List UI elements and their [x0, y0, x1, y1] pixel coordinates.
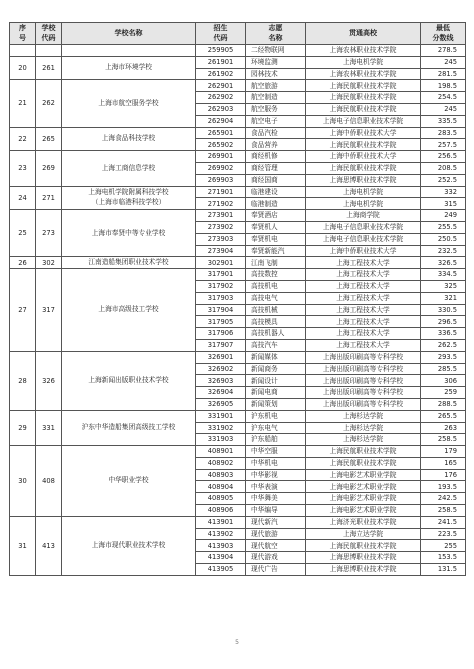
min-score-cell: 263 [421, 422, 466, 434]
seq-cell: 26 [10, 257, 36, 269]
college-cell: 上海思博职业技术学院 [306, 564, 421, 576]
college-cell: 上海杉达学院 [306, 434, 421, 446]
min-score-cell: 258.5 [421, 434, 466, 446]
enroll-code-cell: 413905 [196, 564, 246, 576]
min-score-cell: 255.5 [421, 221, 466, 233]
major-cell: 航空制造 [246, 92, 306, 104]
min-score-cell: 306 [421, 375, 466, 387]
enroll-code-cell: 408906 [196, 505, 246, 517]
major-cell: 奉贤新能汽 [246, 245, 306, 257]
major-cell: 新闻电商 [246, 387, 306, 399]
school-code-cell [36, 45, 62, 57]
table-row [10, 80, 466, 92]
header-school-code: 学校 代码 [36, 23, 62, 45]
score-table [9, 22, 466, 576]
college-cell: 上海工程技术大学 [306, 304, 421, 316]
major-cell: 新闻媒体 [246, 351, 306, 363]
major-cell: 航空电子 [246, 115, 306, 127]
school-name-cell [62, 45, 196, 57]
major-cell: 奉贤机人 [246, 221, 306, 233]
major-cell: 高技机器人 [246, 328, 306, 340]
enroll-code-cell: 273902 [196, 221, 246, 233]
min-score-cell: 176 [421, 469, 466, 481]
min-score-cell: 257.5 [421, 139, 466, 151]
enroll-code-cell: 262902 [196, 92, 246, 104]
min-score-cell: 245 [421, 103, 466, 115]
header-college: 贯通高校 [306, 23, 421, 45]
major-cell: 中华影视 [246, 469, 306, 481]
school-code-cell: 273 [36, 210, 62, 257]
college-cell: 上海出版印刷高等专科学校 [306, 363, 421, 375]
enroll-code-cell: 269903 [196, 174, 246, 186]
min-score-cell: 315 [421, 198, 466, 210]
college-cell: 上海电子信息职业技术学院 [306, 221, 421, 233]
enroll-code-cell: 331903 [196, 434, 246, 446]
college-cell: 上海民航职业技术学院 [306, 92, 421, 104]
major-cell: 临港制造 [246, 198, 306, 210]
major-cell: 高技电气 [246, 292, 306, 304]
major-cell: 奉贤酒店 [246, 210, 306, 222]
min-score-cell: 223.5 [421, 528, 466, 540]
college-cell: 上海出版印刷高等专科学校 [306, 387, 421, 399]
college-cell: 上海电子信息职业技术学院 [306, 115, 421, 127]
seq-cell: 21 [10, 80, 36, 127]
major-cell: 高技数控 [246, 269, 306, 281]
college-cell: 上海工程技术大学 [306, 328, 421, 340]
school-code-cell: 271 [36, 186, 62, 210]
college-cell: 上海思博职业技术学院 [306, 174, 421, 186]
min-score-cell: 285.5 [421, 363, 466, 375]
major-cell: 食品营养 [246, 139, 306, 151]
enroll-code-cell: 413901 [196, 516, 246, 528]
min-score-cell: 278.5 [421, 45, 466, 57]
college-cell: 上海杉达学院 [306, 422, 421, 434]
college-cell: 上海济光职业技术学院 [306, 516, 421, 528]
enroll-code-cell: 273901 [196, 210, 246, 222]
enroll-code-cell: 326904 [196, 387, 246, 399]
school-code-cell: 269 [36, 151, 62, 186]
college-cell: 上海民航职业技术学院 [306, 540, 421, 552]
major-cell: 高技汽车 [246, 339, 306, 351]
enroll-code-cell: 265901 [196, 127, 246, 139]
min-score-cell: 256.5 [421, 151, 466, 163]
enroll-code-cell: 317904 [196, 304, 246, 316]
min-score-cell: 245 [421, 56, 466, 68]
table-body [10, 45, 466, 576]
major-cell: 现代游戏 [246, 552, 306, 564]
enroll-code-cell: 302901 [196, 257, 246, 269]
school-code-cell: 408 [36, 446, 62, 517]
min-score-cell: 250.5 [421, 233, 466, 245]
min-score-cell: 179 [421, 446, 466, 458]
college-cell: 上海工程技术大学 [306, 269, 421, 281]
school-code-cell: 265 [36, 127, 62, 151]
major-cell: 航空旅游 [246, 80, 306, 92]
college-cell: 上海民航职业技术学院 [306, 162, 421, 174]
table-row [10, 446, 466, 458]
college-cell: 上海电影艺术职业学院 [306, 505, 421, 517]
enroll-code-cell: 317901 [196, 269, 246, 281]
seq-cell: 24 [10, 186, 36, 210]
header-seq: 序 号 [10, 23, 36, 45]
enroll-code-cell: 408905 [196, 493, 246, 505]
school-name-cell: 江南造船集团职业技术学校 [62, 257, 196, 269]
enroll-code-cell: 273903 [196, 233, 246, 245]
major-cell: 沪东电气 [246, 422, 306, 434]
major-cell: 新闻设计 [246, 375, 306, 387]
table-row [10, 56, 466, 68]
seq-cell: 20 [10, 56, 36, 80]
college-cell: 上海民航职业技术学院 [306, 80, 421, 92]
enroll-code-cell: 269901 [196, 151, 246, 163]
major-cell: 新闻策划 [246, 398, 306, 410]
enroll-code-cell: 262904 [196, 115, 246, 127]
page-number: 5 [235, 639, 239, 646]
min-score-cell: 249 [421, 210, 466, 222]
major-cell: 高技机械 [246, 304, 306, 316]
enroll-code-cell: 265902 [196, 139, 246, 151]
school-name-cell: 上海食品科技学校 [62, 127, 196, 151]
college-cell: 上海工程技术大学 [306, 292, 421, 304]
enroll-code-cell: 262901 [196, 80, 246, 92]
header-min-score: 最低 分数线 [421, 23, 466, 45]
enroll-code-cell: 413902 [196, 528, 246, 540]
college-cell: 上海民航职业技术学院 [306, 446, 421, 458]
enroll-code-cell: 317905 [196, 316, 246, 328]
college-cell: 上海中侨职业技术大学 [306, 127, 421, 139]
major-cell: 现代旅游 [246, 528, 306, 540]
major-cell: 沪东船舶 [246, 434, 306, 446]
enroll-code-cell: 273904 [196, 245, 246, 257]
college-cell: 上海民航职业技术学院 [306, 139, 421, 151]
college-cell: 上海电影艺术职业学院 [306, 481, 421, 493]
major-cell: 现代航空 [246, 540, 306, 552]
college-cell: 上海民航职业技术学院 [306, 457, 421, 469]
header-school-name: 学校名称 [62, 23, 196, 45]
enroll-code-cell: 326902 [196, 363, 246, 375]
min-score-cell: 321 [421, 292, 466, 304]
major-cell: 新闻商务 [246, 363, 306, 375]
college-cell: 上海出版印刷高等专科学校 [306, 351, 421, 363]
major-cell: 高技机电 [246, 280, 306, 292]
college-cell: 上海立达学院 [306, 528, 421, 540]
school-name-cell: 上海新闻出版职业技术学校 [62, 351, 196, 410]
enroll-code-cell: 326901 [196, 351, 246, 363]
min-score-cell: 281.5 [421, 68, 466, 80]
school-code-cell: 262 [36, 80, 62, 127]
school-code-cell: 413 [36, 516, 62, 575]
college-cell: 上海出版印刷高等专科学校 [306, 375, 421, 387]
major-cell: 中华表演 [246, 481, 306, 493]
major-cell: 园林技术 [246, 68, 306, 80]
college-cell: 上海工程技术大学 [306, 280, 421, 292]
school-code-cell: 261 [36, 56, 62, 80]
school-name-cell: 上海市航空服务学校 [62, 80, 196, 127]
college-cell: 上海工程技术大学 [306, 316, 421, 328]
college-cell: 上海民航职业技术学院 [306, 103, 421, 115]
major-cell: 中华机电 [246, 457, 306, 469]
min-score-cell: 326.5 [421, 257, 466, 269]
enroll-code-cell: 261901 [196, 56, 246, 68]
seq-cell: 28 [10, 351, 36, 410]
min-score-cell: 252.5 [421, 174, 466, 186]
table-row [10, 351, 466, 363]
enroll-code-cell: 413903 [196, 540, 246, 552]
min-score-cell: 336.5 [421, 328, 466, 340]
min-score-cell: 293.5 [421, 351, 466, 363]
college-cell: 上海电影艺术职业学院 [306, 469, 421, 481]
enroll-code-cell: 413904 [196, 552, 246, 564]
major-cell: 商经管理 [246, 162, 306, 174]
college-cell: 上海电机学院 [306, 198, 421, 210]
seq-cell: 31 [10, 516, 36, 575]
enroll-code-cell: 261902 [196, 68, 246, 80]
college-cell: 上海出版印刷高等专科学校 [306, 398, 421, 410]
seq-cell: 23 [10, 151, 36, 186]
seq-cell: 30 [10, 446, 36, 517]
school-code-cell: 326 [36, 351, 62, 410]
min-score-cell: 335.5 [421, 115, 466, 127]
min-score-cell: 193.5 [421, 481, 466, 493]
header-row [10, 23, 466, 45]
enroll-code-cell: 326905 [196, 398, 246, 410]
enroll-code-cell: 331901 [196, 410, 246, 422]
major-cell: 环境监测 [246, 56, 306, 68]
min-score-cell: 131.5 [421, 564, 466, 576]
seq-cell: 27 [10, 269, 36, 352]
min-score-cell: 242.5 [421, 493, 466, 505]
college-cell: 上海工程技术大学 [306, 339, 421, 351]
major-cell: 二经物联网 [246, 45, 306, 57]
enroll-code-cell: 408904 [196, 481, 246, 493]
table-row [10, 410, 466, 422]
college-cell: 上海农林职业技术学院 [306, 68, 421, 80]
enroll-code-cell: 317906 [196, 328, 246, 340]
min-score-cell: 283.5 [421, 127, 466, 139]
school-name-cell: 上海市环境学校 [62, 56, 196, 80]
enroll-code-cell: 269902 [196, 162, 246, 174]
enroll-code-cell: 262903 [196, 103, 246, 115]
min-score-cell: 334.5 [421, 269, 466, 281]
major-cell: 食品汽检 [246, 127, 306, 139]
major-cell: 商经机修 [246, 151, 306, 163]
table-row [10, 151, 466, 163]
seq-cell: 22 [10, 127, 36, 151]
major-cell: 临港建设 [246, 186, 306, 198]
school-name-cell: 中华职业学校 [62, 446, 196, 517]
min-score-cell: 208.5 [421, 162, 466, 174]
school-name-cell: 上海工商信息学校 [62, 151, 196, 186]
major-cell: 中华编导 [246, 505, 306, 517]
major-cell: 航空服务 [246, 103, 306, 115]
table-row [10, 45, 466, 57]
enroll-code-cell: 408901 [196, 446, 246, 458]
major-cell: 现代广告 [246, 564, 306, 576]
min-score-cell: 258.5 [421, 505, 466, 517]
min-score-cell: 262.5 [421, 339, 466, 351]
enroll-code-cell: 271901 [196, 186, 246, 198]
major-cell: 高技模具 [246, 316, 306, 328]
school-name-cell: 上海市高级技工学校 [62, 269, 196, 352]
min-score-cell: 165 [421, 457, 466, 469]
min-score-cell: 330.5 [421, 304, 466, 316]
min-score-cell: 254.5 [421, 92, 466, 104]
college-cell: 上海电机学院 [306, 186, 421, 198]
major-cell: 江南飞制 [246, 257, 306, 269]
major-cell: 中华空服 [246, 446, 306, 458]
enroll-code-cell: 271902 [196, 198, 246, 210]
seq-cell: 29 [10, 410, 36, 445]
major-cell: 奉贤机电 [246, 233, 306, 245]
college-cell: 上海思博职业技术学院 [306, 552, 421, 564]
college-cell: 上海电影艺术职业学院 [306, 493, 421, 505]
min-score-cell: 241.5 [421, 516, 466, 528]
school-name-cell: 沪东中华造船集团高级技工学校 [62, 410, 196, 445]
college-cell: 上海农林职业技术学院 [306, 45, 421, 57]
header-enroll-code: 招生 代码 [196, 23, 246, 45]
major-cell: 沪东机电 [246, 410, 306, 422]
college-cell: 上海杉达学院 [306, 410, 421, 422]
school-name-cell: 上海市奉贤中等专业学校 [62, 210, 196, 257]
college-cell: 上海中侨职业技术大学 [306, 151, 421, 163]
college-cell: 上海电子信息职业技术学院 [306, 233, 421, 245]
min-score-cell: 259 [421, 387, 466, 399]
table-row [10, 269, 466, 281]
table-row [10, 127, 466, 139]
admission-score-sheet [9, 22, 465, 576]
min-score-cell: 332 [421, 186, 466, 198]
college-cell: 上海工程技术大学 [306, 257, 421, 269]
min-score-cell: 296.5 [421, 316, 466, 328]
seq-cell: 25 [10, 210, 36, 257]
major-cell: 现代新汽 [246, 516, 306, 528]
school-code-cell: 302 [36, 257, 62, 269]
min-score-cell: 255 [421, 540, 466, 552]
school-code-cell: 331 [36, 410, 62, 445]
college-cell: 上海中侨职业技术大学 [306, 245, 421, 257]
table-row [10, 516, 466, 528]
major-cell: 商经国商 [246, 174, 306, 186]
college-cell: 上海电机学院 [306, 56, 421, 68]
min-score-cell: 198.5 [421, 80, 466, 92]
header-major: 志愿 名称 [246, 23, 306, 45]
major-cell: 中华舞美 [246, 493, 306, 505]
min-score-cell: 325 [421, 280, 466, 292]
enroll-code-cell: 317907 [196, 339, 246, 351]
enroll-code-cell: 326903 [196, 375, 246, 387]
table-row [10, 257, 466, 269]
school-code-cell: 317 [36, 269, 62, 352]
enroll-code-cell: 317902 [196, 280, 246, 292]
min-score-cell: 153.5 [421, 552, 466, 564]
table-row [10, 210, 466, 222]
college-cell: 上海商学院 [306, 210, 421, 222]
enroll-code-cell: 408902 [196, 457, 246, 469]
table-row [10, 186, 466, 198]
min-score-cell: 288.5 [421, 398, 466, 410]
school-name-cell: 上海电机学院附属科技学校 （上海市临港科技学校） [62, 186, 196, 210]
min-score-cell: 265.5 [421, 410, 466, 422]
enroll-code-cell: 408903 [196, 469, 246, 481]
school-name-cell: 上海市现代职业技术学校 [62, 516, 196, 575]
min-score-cell: 232.5 [421, 245, 466, 257]
enroll-code-cell: 331902 [196, 422, 246, 434]
enroll-code-cell: 317903 [196, 292, 246, 304]
seq-cell [10, 45, 36, 57]
enroll-code-cell: 259905 [196, 45, 246, 57]
